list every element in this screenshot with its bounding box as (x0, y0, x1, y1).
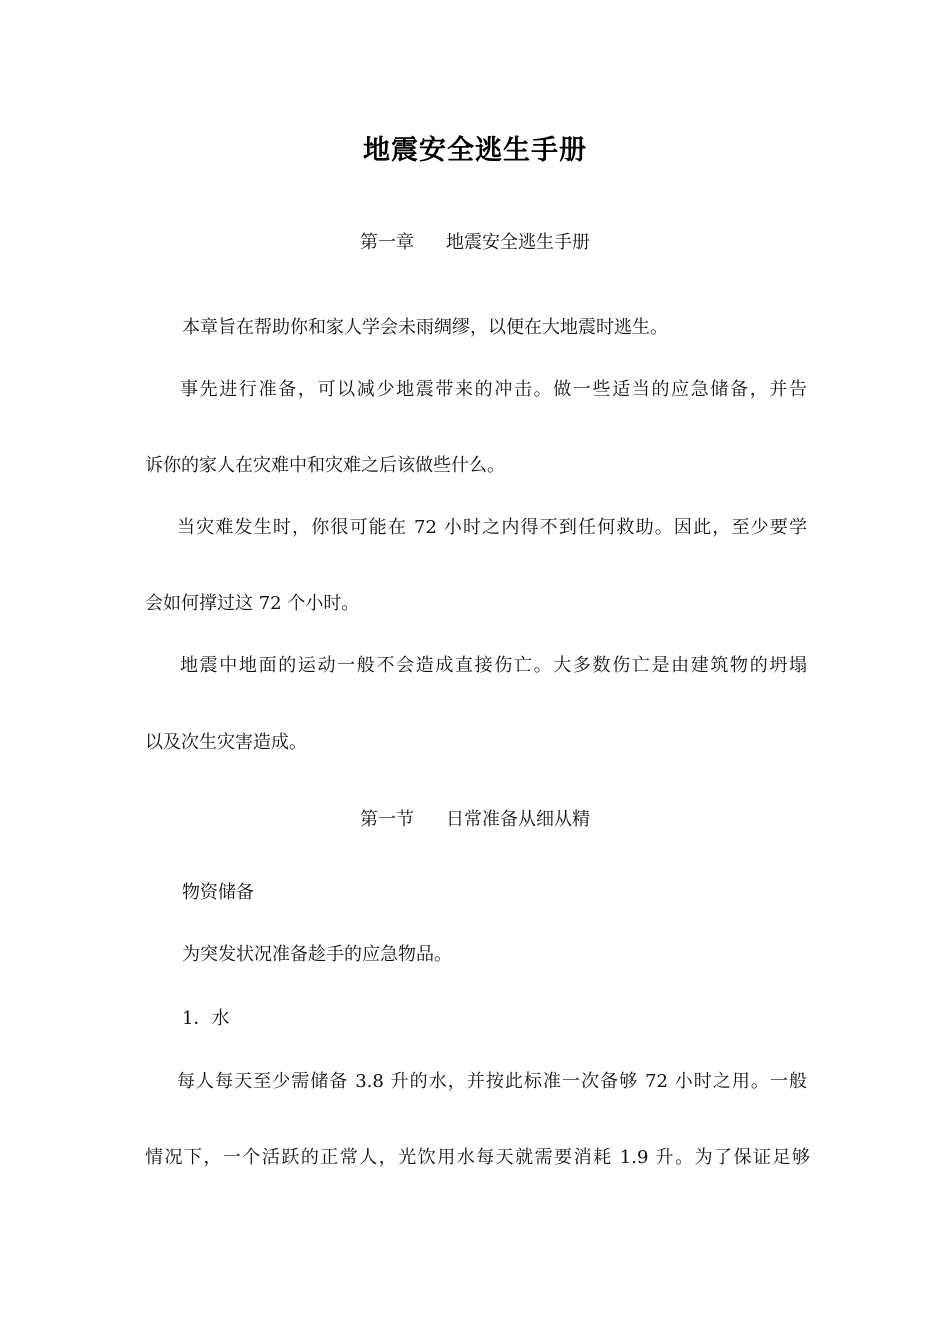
paragraph-line: 当灾难发生时，你很可能在 72 小时之内得不到任何救助。因此，至少要学 (177, 517, 807, 538)
section-name: 日常准备从细从精 (446, 809, 590, 830)
paragraph-line: 以及次生灾害造成。 (145, 732, 307, 753)
paragraph-line: 会如何撑过这 72 个小时。 (145, 593, 360, 614)
paragraph-line: 本章旨在帮助你和家人学会未雨绸缪，以便在大地震时逃生。 (182, 317, 668, 338)
paragraph-line: 诉你的家人在灾难中和灾难之后该做些什么。 (145, 455, 505, 476)
list-item-label: 1．水 (182, 1008, 230, 1029)
section-number: 第一节 (360, 809, 414, 830)
chapter-heading (0, 228, 950, 254)
paragraph-line: 每人每天至少需储备 3.8 升的水，并按此标准一次备够 72 小时之用。一般 (177, 1071, 807, 1092)
paragraph-line: 为突发状况准备趁手的应急物品。 (182, 944, 452, 965)
paragraph-line: 情况下，一个活跃的正常人，光饮用水每天就需要消耗 1.9 升。为了保证足够 (145, 1147, 810, 1168)
section-heading (0, 805, 950, 831)
paragraph-line: 地震中地面的运动一般不会造成直接伤亡。大多数伤亡是由建筑物的坍塌 (180, 655, 807, 676)
chapter-number: 第一章 (360, 232, 414, 253)
paragraph-line: 事先进行准备，可以减少地震带来的冲击。做一些适当的应急储备，并告 (180, 379, 807, 400)
subheading-line: 物资储备 (182, 882, 254, 903)
document-title: 地震安全逃生手册 (363, 135, 587, 166)
chapter-name: 地震安全逃生手册 (446, 232, 590, 253)
